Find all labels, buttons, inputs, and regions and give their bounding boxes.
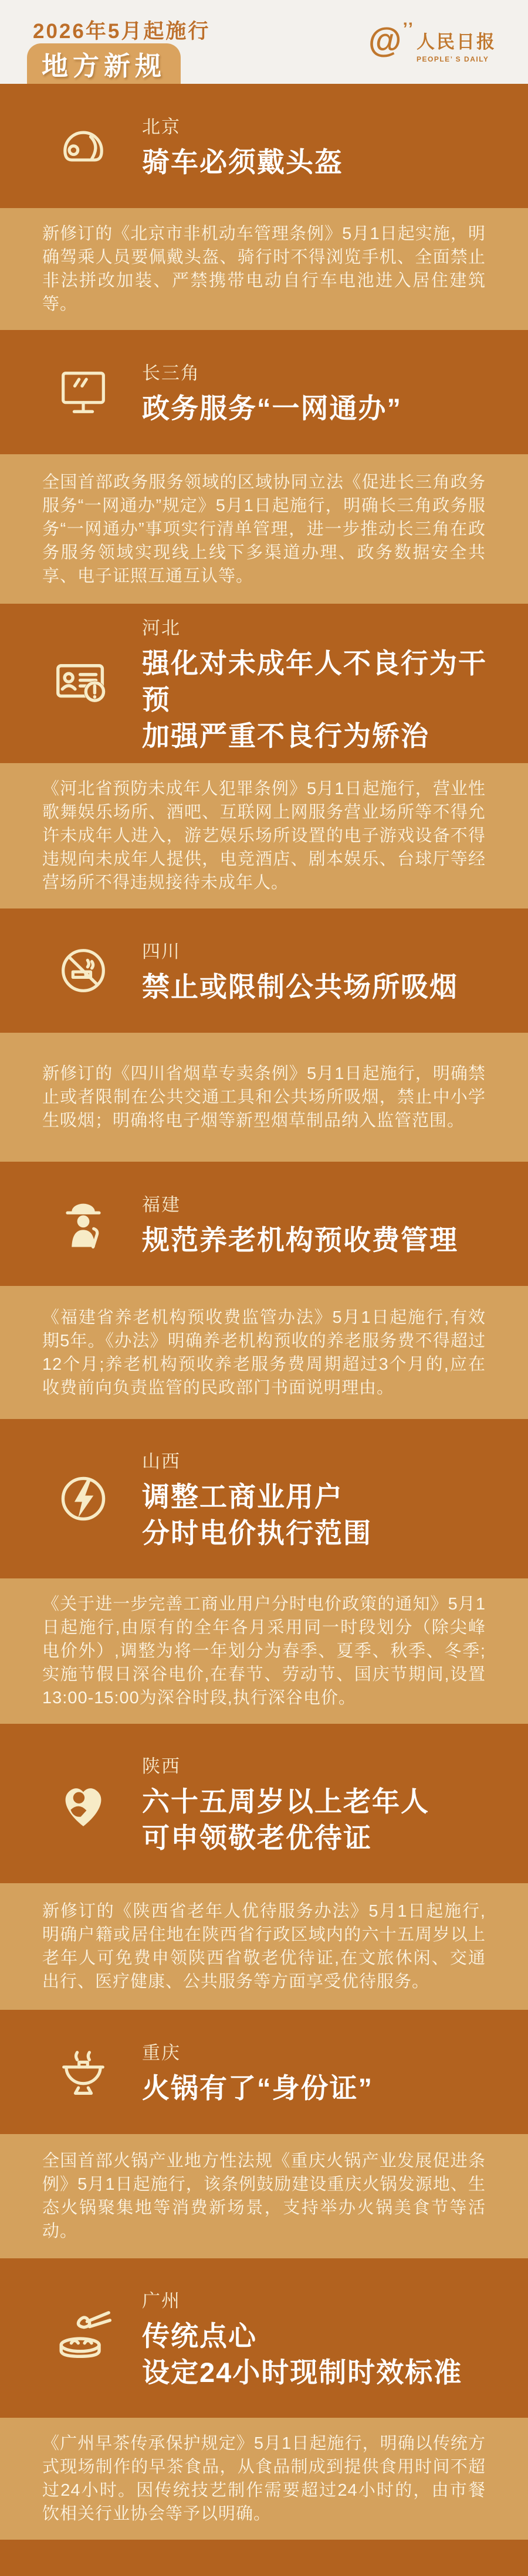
section-head-fujian [0, 1162, 528, 1286]
body-text: 全国首部政务服务领域的区域协同立法《促进长三角政务服务“一网通办”规定》5月1日起施行，明确长三角政务服务“一网通办”事项实行清单管理，进一步推动长三角在政务服务领域实现线上线下多渠道办理、政务数据安全共享、电子证照互通互认等。 [42, 472, 486, 586]
section-body-chongqing [0, 2134, 528, 2258]
section-head-shanxi [0, 1419, 528, 1578]
section-body-shaanxi [0, 1883, 528, 2010]
page-title: 地方新规 [41, 51, 166, 81]
section-title: 六十五周岁以上老年人 可申领敬老优待证 [142, 1785, 429, 1853]
body-text: 新修订的《陕西省老年人优待服务办法》5月1日起施行,明确户籍或居住地在陕西省行政区域内的六十五周岁以上老年人可免费申领陕西省敬老优待证,在文旅休闲、交通出行、医疗健康、公共服务等方面享受优待服务。 [42, 1902, 486, 1991]
section-head-chongqing [0, 2010, 528, 2134]
heart-elderly-icon [52, 1772, 115, 1835]
section-title: 规范养老机构预收费管理 [142, 1224, 458, 1255]
region-label: 广州 [142, 2290, 181, 2312]
section-body-beijing [0, 208, 528, 330]
section-title: 传统点心 设定24小时现制时效标准 [142, 2320, 463, 2388]
monitor-icon [53, 362, 114, 423]
section-title: 火锅有了“身份证” [142, 2072, 373, 2104]
section-body-sichuan [0, 1033, 528, 1162]
region-label: 福建 [142, 1194, 181, 1216]
footer-band [0, 2540, 528, 2576]
section-title: 政务服务“一网通办” [142, 392, 402, 424]
logo-name-cn: 人民日报 [417, 32, 496, 52]
id-card-alert-icon [52, 652, 115, 715]
lightning-bolt-icon [52, 1467, 115, 1530]
body-text: 全国首部火锅产业地方性法规《重庆火锅产业发展促进条例》5月1日起施行，该条例鼓励建设重庆火锅发源地、生态火锅聚集地等消费新场景，支持举办火锅美食节等活动。 [42, 2152, 486, 2241]
section-body-guangzhou [0, 2418, 528, 2540]
at-icon: @ [368, 21, 402, 59]
section-head-changsanjiao [0, 330, 528, 454]
helmet-icon [53, 115, 114, 176]
elderly-person-icon [53, 1193, 114, 1254]
section-head-sichuan [0, 908, 528, 1033]
section-title: 禁止或限制公共场所吸烟 [142, 971, 458, 1002]
section-head-beijing [0, 84, 528, 208]
body-text: 《福建省养老机构预收费监管办法》5月1日起施行,有效期5年。《办法》明确养老机构预收的养老服务费不得超过12个月;养老机构预收养老服务费周期超过3个月的,应在收费前向负责监管的民政部门书面说明理由。 [42, 1308, 486, 1397]
section-head-shaanxi [0, 1724, 528, 1883]
region-label: 四川 [142, 941, 181, 962]
page-eyebrow: 2026年5月起施行 [33, 20, 211, 43]
section-title: 骑车必须戴头盔 [142, 146, 343, 178]
section-title: 调整工商业用户 分时电价执行范围 [142, 1481, 372, 1549]
page-header [0, 0, 528, 84]
section-body-shanxi [0, 1578, 528, 1724]
hotpot-icon [53, 2041, 114, 2102]
body-text: 新修订的《北京市非机动车管理条例》5月1日起实施，明确驾乘人员要佩戴头盔、骑行时不得浏览手机、全面禁止非法拼改加装、严禁携带电动自行车电池进入居住建筑等。 [42, 224, 486, 314]
body-text: 新修订的《四川省烟草专卖条例》5月1日起施行，明确禁止或者限制在公共交通工具和公共场所吸烟，禁止中小学生吸烟；明确将电子烟等新型烟草制品纳入监管范围。 [42, 1064, 486, 1130]
region-label: 河北 [142, 617, 181, 639]
region-label: 北京 [142, 116, 181, 138]
page-title-tab [27, 43, 181, 84]
dimsum-steamer-icon [52, 2306, 115, 2370]
section-title: 强化对未成年人不良行为干预 加强严重不良行为矫治 [142, 647, 487, 751]
section-body-hebei [0, 763, 528, 908]
logo-name-en: PEOPLE’ S DAILY [417, 55, 489, 63]
region-label: 陕西 [142, 1755, 181, 1777]
peoples-daily-logo [368, 19, 496, 63]
quote-marks-icon: ’’ [402, 19, 414, 39]
region-label: 山西 [142, 1451, 181, 1472]
body-text: 《关于进一步完善工商业用户分时电价政策的通知》5月1日起施行,由原有的全年各月采用同一时段划分（除尖峰电价外）,调整为将一年划分为春季、夏季、秋季、冬季;实施节假日深谷电价,在春节、劳动节、国庆节期间,设置13:00-15:00为深谷时段,执行深谷电价。 [42, 1595, 486, 1707]
body-text: 《河北省预防未成年人犯罪条例》5月1日起施行，营业性歌舞娱乐场所、酒吧、互联网上网服务营业场所等不得允许未成年人进入，游艺娱乐场所设置的电子游戏设备不得违规向未成年人提供，电竞酒店、剧本娱乐、台球厅等经营场所不得违规接待未成年人。 [42, 780, 486, 892]
section-head-hebei [0, 604, 528, 763]
section-body-fujian [0, 1286, 528, 1419]
region-label: 重庆 [142, 2042, 181, 2064]
no-smoking-icon [53, 940, 114, 1001]
section-head-guangzhou [0, 2258, 528, 2418]
section-body-changsanjiao [0, 454, 528, 604]
region-label: 长三角 [142, 362, 200, 384]
body-text: 《广州早茶传承保护规定》5月1日起施行，明确以传统方式现场制作的早茶食品，从食品制成到提供食用时间不超过24小时。因传统技艺制作需要超过24小时的，由市餐饮相关行业协会等予以明确。 [42, 2434, 486, 2523]
